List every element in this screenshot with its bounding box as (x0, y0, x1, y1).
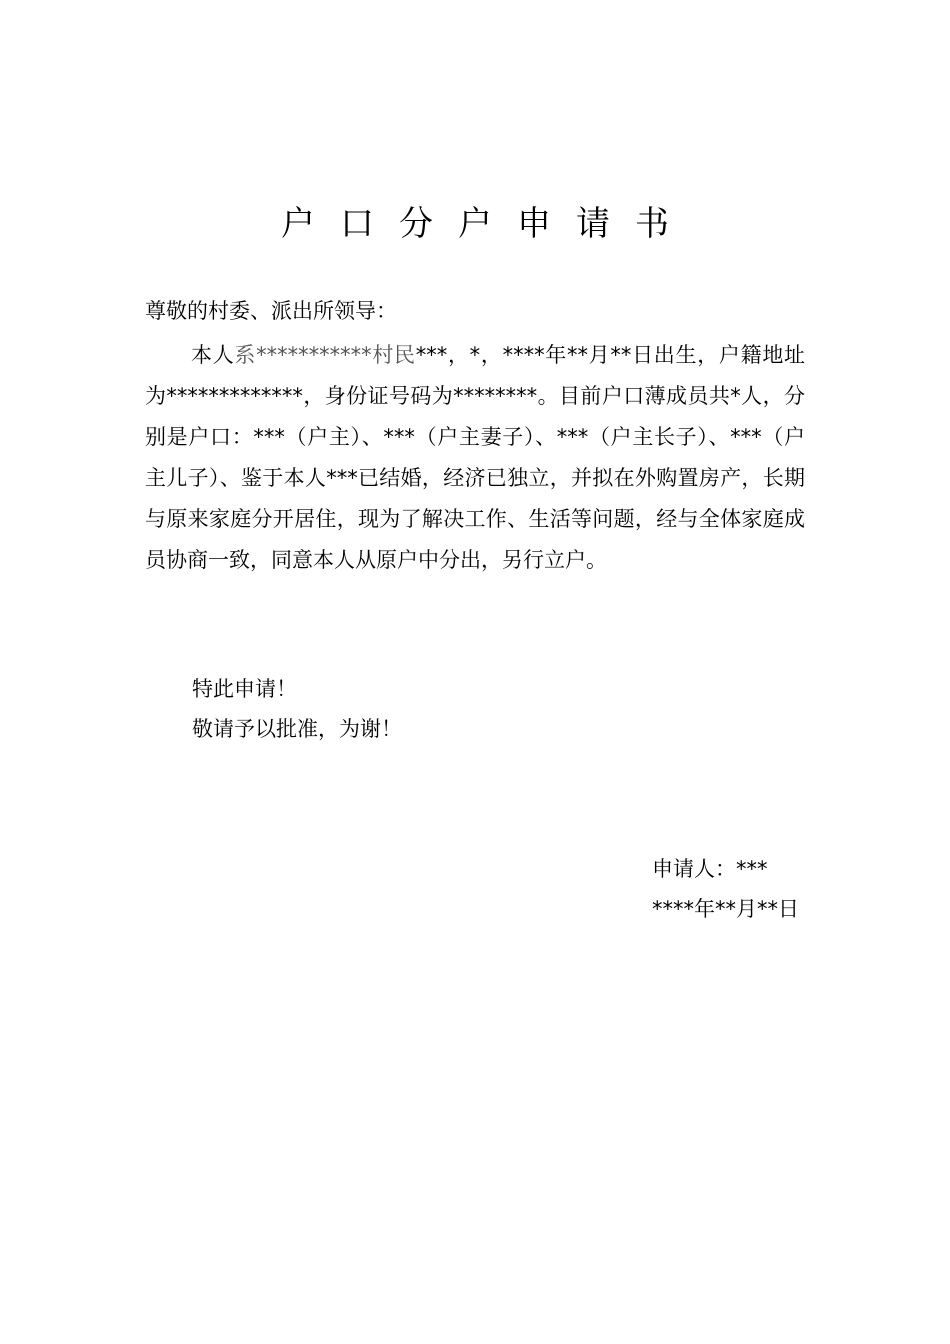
document-title: 户口分户申请书 (281, 204, 694, 244)
applicant-signature: 申请人：*** (652, 857, 768, 881)
closing-thanks: 敬请予以批准，为谢！ (192, 717, 402, 741)
body-rest: ***，*，****年**月**日出生，户籍地址为*************，身份证号码为********。目前户口薄成员共*人，分别是户口：***（户主）、***（户主妻子）、***（户主长子）、***（户主儿子）、鉴于本人***已结婚，经济已独立，并拟在外购置房产，长期与原来家庭分开居住，现为了解决工作、生活等问题，经与全体家庭成员协商一致，同意本人从原户中分出，另行立户。 (145, 343, 806, 572)
salutation: 尊敬的村委、派出所领导： (145, 299, 397, 323)
signature-date: ****年**月**日 (652, 897, 799, 921)
body-paragraph (145, 335, 805, 581)
closing-request: 特此申请！ (192, 677, 297, 701)
body-intro: 本人 (191, 343, 235, 367)
body-village: 系***********村民 (234, 343, 416, 367)
